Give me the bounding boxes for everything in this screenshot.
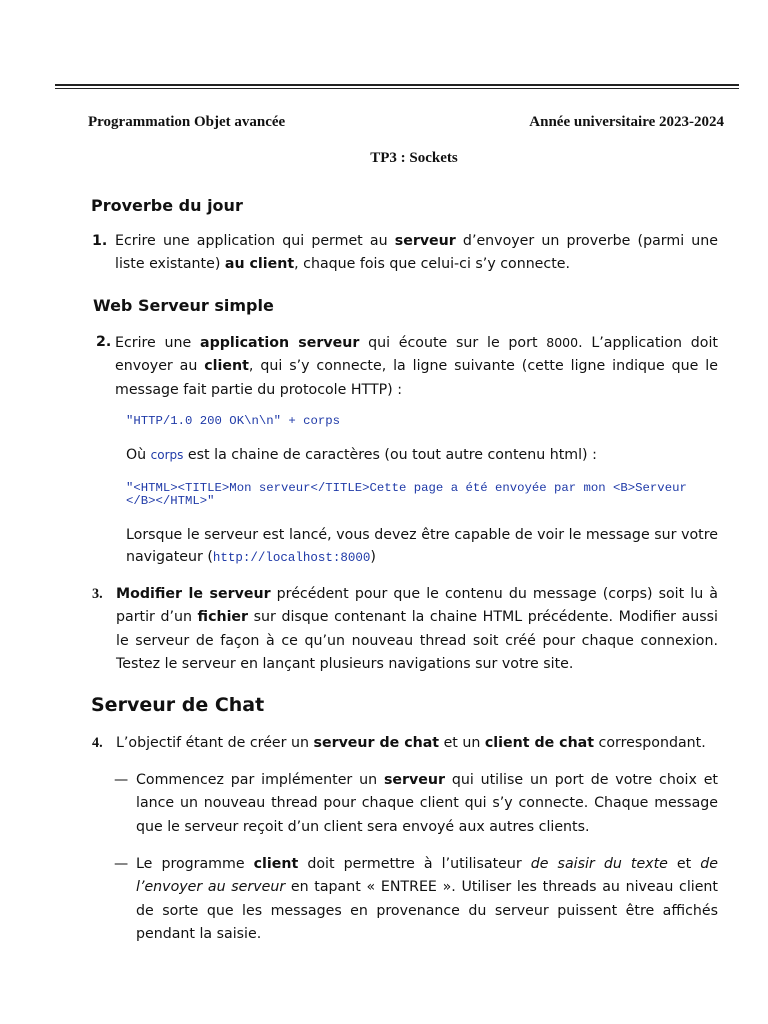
launch-note [126,524,718,569]
exercise-number: 1. [92,233,108,249]
exercise-text: correspondant. [594,735,706,751]
exercise-number: 4. [92,735,103,751]
section-heading-proverbe: Proverbe du jour [91,196,243,215]
bold-term: client [204,358,249,375]
exercise-text: précédent pour que le contenu du message (corps) soit lu à partir d’un [116,586,718,626]
exercise-text: et un [439,735,485,751]
header-rule-top [55,84,739,86]
exercise-text: Le programme [136,856,254,872]
localhost-url: http://localhost:8000 [212,551,371,565]
code-line: </B></HTML>" [126,494,215,508]
exercise-text: d’envoyer un proverbe (parmi une liste existante) [115,233,718,273]
exercise-2 [92,331,718,402]
bold-term: fichier [197,609,249,626]
http-response-code: "HTTP/1.0 200 OK\n\n" + corps [126,414,341,428]
section-heading-chat: Serveur de Chat [91,694,265,716]
bullet-dash: — [114,772,129,788]
bold-term: serveur [383,772,445,788]
exercise-text: . L’application doit envoyer au [115,335,718,375]
code-line: "<HTML><TITLE>Mon serveur</TITLE>Cette page a été envoyée par mon <B>Serveur [126,481,687,495]
exercise-text: et [667,856,701,872]
inline-code: corps [150,448,184,462]
bold-term: au client [224,256,295,273]
exercise-text: Lorsque le serveur est lancé, vous devez être capable de voir le message sur votre navigateur ( [126,527,718,565]
exercise-text: Ecrire une application qui permet au [115,233,395,249]
exercise-text: sur disque contenant la chaine HTML précédente. Modifier aussi le serveur de façon à ce qu’un nouveau thread soit créé pour chaque connexion. Testez le serveur en lançant plusieurs navigations sur votre site. [116,609,718,672]
italic-term: de l’envoyer au serveur [136,856,719,896]
course-title: Programmation Objet avancée [88,114,286,130]
exercise-text: en tapant « ENTREE ». Utiliser les threads au niveau client de sorte que les messages en provenance du serveur puissent être affichés pendant la saisie. [136,879,718,942]
bullet-dash: — [114,856,129,872]
exercise-text: qui utilise un port de votre choix et lance un nouveau thread pour chaque client qui s’y connecte. Chaque message que le serveur reçoit d’un client sera envoyé aux autres clients. [136,772,718,835]
bold-term: serveur [394,233,456,249]
exercise-text: Ecrire une [115,335,201,351]
exercise-text: doit permettre à l’utilisateur [298,856,531,872]
bold-term: Modifier le serveur [116,586,271,602]
page-title: TP3 : Sockets [370,150,458,166]
exercise-text: Où [126,447,151,463]
academic-year: Année universitaire 2023-2024 [529,114,724,130]
bold-term: serveur de chat [313,735,440,751]
exercise-text: qui écoute sur le port [359,335,547,351]
section-heading-web-serveur: Web Serveur simple [93,296,274,315]
header-rule-bottom [55,88,739,89]
exercise-3 [92,583,718,676]
exercise-text: est la chaine de caractères (ou tout autre contenu html) : [183,447,597,463]
exercise-number: 2. [96,334,112,350]
html-body-code [126,482,726,508]
corps-explanation [126,444,726,467]
exercise-text: ) [370,549,376,565]
chat-server-bullet [114,769,718,839]
chat-client-bullet [114,853,718,946]
exercise-text: , qui s’y connecte, la ligne suivante (cette ligne indique que le message fait partie du protocole HTTP) : [115,358,718,398]
exercise-number: 3. [92,586,103,602]
exercise-4 [92,732,718,755]
exercise-text: Commencez par implémenter un [136,772,384,788]
exercise-text: L’objectif étant de créer un [116,735,314,751]
italic-term: de saisir du texte [530,856,668,872]
bold-term: client [253,856,299,872]
bold-term: client de chat [484,735,595,751]
exercise-text: , chaque fois que celui-ci s’y connecte. [294,256,571,273]
exercise-1 [92,230,718,277]
bold-term: application serveur [200,335,360,351]
port-number: 8000 [546,335,579,350]
